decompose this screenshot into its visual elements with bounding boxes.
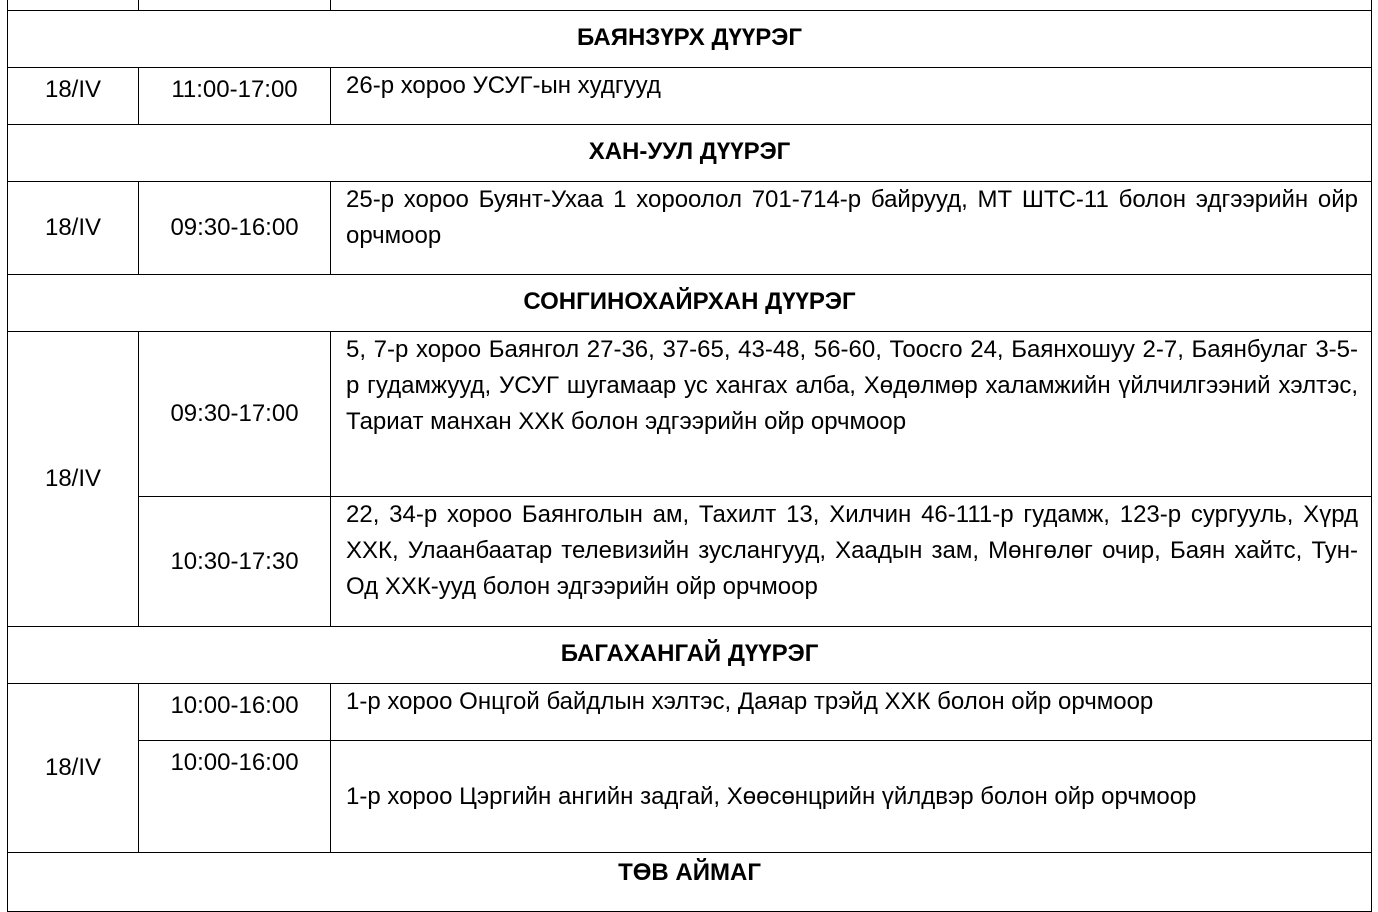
- date-cell: 18/IV: [8, 684, 139, 853]
- district-header-row: [8, 853, 1372, 912]
- table-row: [8, 68, 1372, 125]
- location-cell: 26-р хороо УСУГ-ын худгууд: [331, 68, 1372, 125]
- empty-cell: [8, 0, 139, 11]
- district-header-row: [8, 11, 1372, 68]
- cut-off-district-header: ТӨВ АЙМАГ: [618, 859, 761, 886]
- time-cell: 10:00-16:00: [139, 741, 331, 853]
- table-row: [8, 684, 1372, 741]
- empty-cell: [331, 0, 1372, 11]
- table-row: [8, 0, 1372, 11]
- table-row: [8, 332, 1372, 497]
- date-cell: 18/IV: [8, 68, 139, 125]
- district-header: БАЯНЗҮРХ ДҮҮРЭГ: [8, 11, 1372, 68]
- table-row: [8, 497, 1372, 627]
- time-cell: 11:00-17:00: [139, 68, 331, 125]
- date-cell: 18/IV: [8, 182, 139, 275]
- location-cell: 1-р хороо Цэргийн ангийн задгай, Хөөсөнцрийн үйлдвэр болон ойр орчмоор: [331, 741, 1372, 853]
- location-cell: 5, 7-р хороо Баянгол 27-36, 37-65, 43-48, 56-60, Тоосго 24, Баянхошуу 2-7, Баянбулаг 3-5-р гудамжууд, УСУГ шугамаар ус хангах алба, Хөдөлмөр халамжийн үйлчилгээний хэлтэс, Тариат манхан ХХК болон эдгээрийн ойр орчмоор: [331, 332, 1372, 497]
- empty-cell: [139, 0, 331, 11]
- district-header: ХАН-УУЛ ДҮҮРЭГ: [8, 125, 1372, 182]
- time-cell: 10:00-16:00: [139, 684, 331, 741]
- district-header: БАГАХАНГАЙ ДҮҮРЭГ: [8, 627, 1372, 684]
- time-cell: 09:30-16:00: [139, 182, 331, 275]
- outage-schedule-table: [7, 0, 1372, 912]
- time-cell: 09:30-17:00: [139, 332, 331, 497]
- schedule-sheet: [7, 0, 1372, 912]
- location-cell: 22, 34-р хороо Баянголын ам, Тахилт 13, Хилчин 46-111-р гудамж, 123-р сургууль, Хүрд ХХК, Улаанбаатар телевизийн зуслангууд, Хаадын зам, Мөнгөлөг очир, Баян хайтс, Тун-Од ХХК-ууд болон эдгээрийн ойр орчмоор: [331, 497, 1372, 627]
- table-row: [8, 182, 1372, 275]
- location-cell: 25-р хороо Буянт-Ухаа 1 хороолол 701-714-р байрууд, МТ ШТС-11 болон эдгээрийн ойр орчмоор: [331, 182, 1372, 275]
- district-header-row: [8, 275, 1372, 332]
- district-header: СОНГИНОХАЙРХАН ДҮҮРЭГ: [8, 275, 1372, 332]
- date-cell: 18/IV: [8, 332, 139, 627]
- table-row: [8, 741, 1372, 853]
- district-header: [8, 853, 1372, 912]
- location-cell: 1-р хороо Онцгой байдлын хэлтэс, Даяар трэйд ХХК болон ойр орчмоор: [331, 684, 1372, 741]
- district-header-row: [8, 125, 1372, 182]
- time-cell: 10:30-17:30: [139, 497, 331, 627]
- district-header-row: [8, 627, 1372, 684]
